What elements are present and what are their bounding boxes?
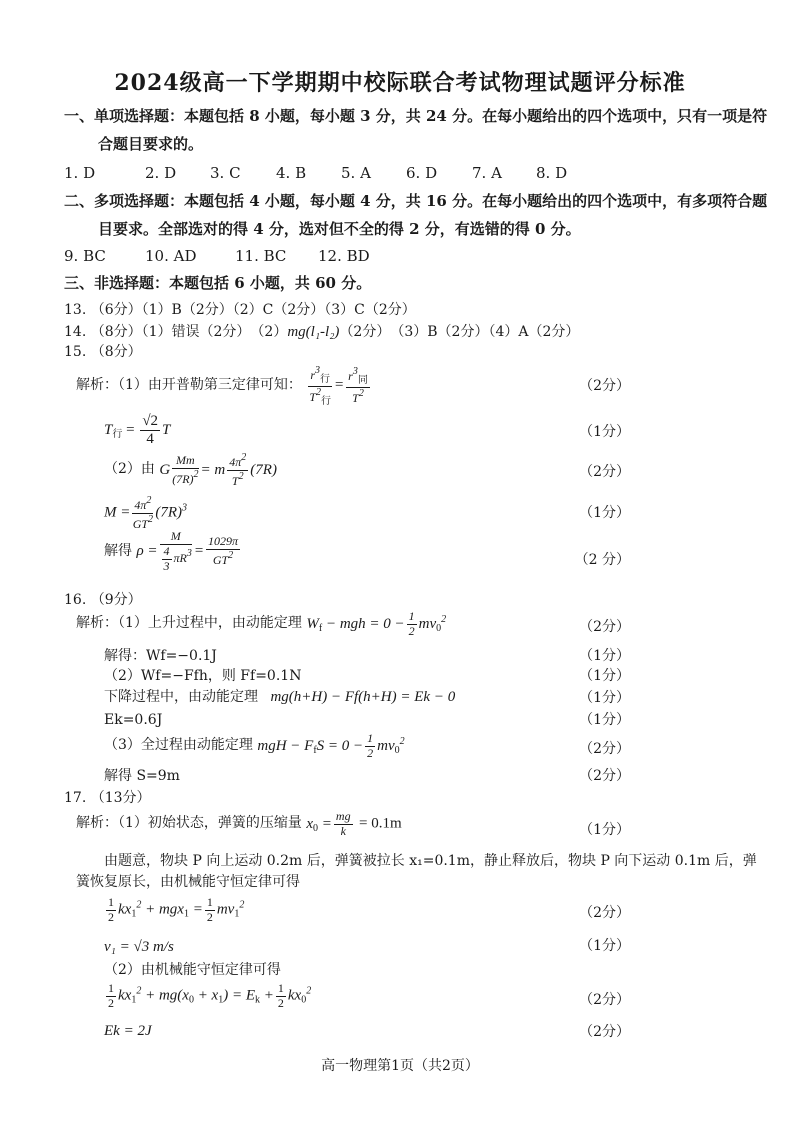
q15-line3: [104, 452, 277, 489]
page-footer: 高一物理第1页（共2页）: [321, 1058, 479, 1074]
q15-head: 15. （8分）: [64, 344, 142, 360]
q15-period-eq: =: [126, 422, 135, 439]
q15-line3-text: （2）由: [104, 461, 155, 478]
q16-line6-text: （3）全过程由动能定理: [104, 737, 253, 754]
q17-line7-score: （2分）: [579, 1024, 630, 1040]
q17-line2b: 簧恢复原长，由机械能守恒定律可得: [76, 874, 300, 890]
section-2-header: 二、多项选择题：本题包括 4 小题，每小题 4 分，共 16 分。在每小题给出的四个选项中，有多项符合题: [64, 192, 768, 210]
q16-line2: 解得：Wf=−0.1J: [104, 648, 217, 664]
q14-expr: mg(l₁-l₂): [287, 324, 340, 340]
answer-2: 2. D: [145, 164, 177, 182]
q15-period-lhs-sub: 行: [112, 429, 123, 441]
kinetic-energy-result: Ek = 2J: [104, 1023, 152, 1039]
q15-line3-score: （2分）: [579, 464, 630, 480]
section-2-header-cont: 目要求。全部选对的得 4 分，选对但不全的得 2 分，有选错的得 0 分。: [98, 220, 581, 238]
q17-line1: [76, 810, 402, 839]
answer-7: 7. A: [472, 164, 502, 182]
q16-line3-score: （1分）: [579, 668, 630, 684]
q16-line5: Ek=0.6J: [104, 712, 163, 728]
q15-period-formula: [104, 413, 170, 449]
section-1-header: 一、单项选择题：本题包括 8 小题，每小题 3 分，共 24 分。在每小题给出的四个选项中，只有一项是符: [64, 107, 768, 125]
q16-line7: 解得 S=9m: [104, 768, 180, 784]
q15-period-den: 4: [146, 431, 154, 448]
q15-line5-score: （2 分）: [574, 552, 630, 568]
energy-conservation-formula-1: $\frac{1}{2}$ $kx_1^2 + mgx_1$ = $\frac{1}{2}$ $mv_1^2$: [108, 895, 245, 924]
kepler-law-formula: $\frac{r^3_行}{T^2_行}$ = $\frac{r^3_同}{T^2}$: [309, 365, 368, 407]
q16-line5-score: （1分）: [579, 712, 630, 728]
q16-line4: [104, 688, 455, 706]
q17-line1-score: （1分）: [579, 822, 630, 838]
q16-line1-text: 解析：（1）上升过程中，由动能定理: [76, 615, 302, 632]
q16-line3: （2）Wf=−Ffh，则 Ff=0.1N: [104, 668, 302, 684]
energy-conservation-formula-2: $\frac{1}{2}$ $kx_1^2 + mg(x_0 + x_1) = E_k$ + $\frac{1}{2}$ $kx_0^2$: [108, 981, 312, 1010]
q17-line5: （2）由机械能守恒定律可得: [104, 962, 281, 978]
density-formula: ρ = M $\frac{4}{3}$ $\pi R^3$ = $\frac{1029\pi}{GT^2}$: [136, 529, 239, 573]
q14-answer: [64, 323, 579, 341]
q17-head: 17. （13分）: [64, 790, 151, 806]
work-energy-up-formula: $W_f$ − mgh = 0 − $\frac{1}{2}$ $mv_0^2$: [306, 609, 447, 638]
q16-line1-score: （2分）: [579, 619, 630, 635]
q17-line1-text: 解析：（1）初始状态，弹簧的压缩量: [76, 815, 302, 832]
mass-formula: M = $\frac{4\pi^2}{GT^2}$ $(7R)^3$: [104, 495, 188, 531]
q14-lead: 14. （8分）（1）错误（2分） （2）: [64, 324, 288, 340]
q13-answer: 13. （6分）（1）B（2分）（2）C（2分）（3）C（2分）: [64, 302, 416, 318]
q15-period-num: √2: [140, 413, 160, 431]
q16-line6: [104, 732, 405, 761]
answer-6: 6. D: [406, 164, 438, 182]
gravity-formula: G $\frac{Mm}{(7R)^2}$ = m $\frac{4\pi^2}{T^2}$ (7R): [159, 452, 277, 488]
compression-formula: $x_0$ = $\frac{mg}{k}$: [306, 809, 351, 838]
q15-line1: [76, 365, 372, 407]
q17-line6-score: （2分）: [579, 992, 630, 1008]
q15-period-rhs: T: [162, 422, 171, 439]
q17-line4-score: （1分）: [579, 938, 630, 954]
q16-line6-score: （2分）: [579, 741, 630, 757]
answer-1: 1. D: [64, 164, 96, 182]
q16-line4-text: 下降过程中，由动能定理: [104, 689, 258, 705]
answer-12: 12. BD: [318, 247, 370, 265]
q15-line5-text: 解得: [104, 542, 132, 559]
work-energy-total-formula: mgH − $F_fS = 0$ − $\frac{1}{2}$ $mv_0^2$: [257, 731, 405, 760]
q17-line1-result: = 0.1m: [359, 815, 402, 832]
q17-line3-score: （2分）: [579, 905, 630, 921]
q15-line5: [104, 530, 242, 573]
page-title: 2024级高一下学期期中校际联合考试物理试题评分标准: [114, 70, 686, 96]
answer-3: 3. C: [210, 164, 241, 182]
q16-line4-score: （1分）: [579, 690, 630, 706]
answer-5: 5. A: [341, 164, 371, 182]
q16-line1: [76, 610, 446, 639]
q16-head: 16. （9分）: [64, 592, 142, 608]
q15-period-lhs: T: [104, 422, 113, 439]
q15-line1-text: 解析：（1）由开普勒第三定律可知：: [76, 377, 302, 394]
answer-10: 10. AD: [145, 247, 197, 265]
answer-8: 8. D: [536, 164, 568, 182]
answer-11: 11. BC: [235, 247, 287, 265]
answer-4: 4. B: [276, 164, 307, 182]
velocity-result: v₁ = √3 m/s: [104, 939, 174, 955]
q15-line2-score: （1分）: [579, 424, 630, 440]
section-1-header-cont: 合题目要求的。: [98, 135, 204, 153]
q16-line2-score: （1分）: [579, 648, 630, 664]
work-energy-down-formula: mg(h+H) − Ff(h+H) = Ek − 0: [270, 689, 456, 705]
q17-line2: 由题意，物块 P 向上运动 0.2m 后，弹簧被拉长 x₁=0.1m，静止释放后，物块 P 向下运动 0.1m 后，弹: [104, 853, 757, 869]
q16-line7-score: （2分）: [579, 768, 630, 784]
answer-9: 9. BC: [64, 247, 106, 265]
q15-line1-score: （2分）: [579, 378, 630, 394]
q14-tail: （2分） （3）B（2分）（4）A（2分）: [339, 324, 580, 340]
q15-line4-score: （1分）: [579, 505, 630, 521]
section-3-header: 三、非选择题：本题包括 6 小题，共 60 分。: [64, 274, 372, 292]
